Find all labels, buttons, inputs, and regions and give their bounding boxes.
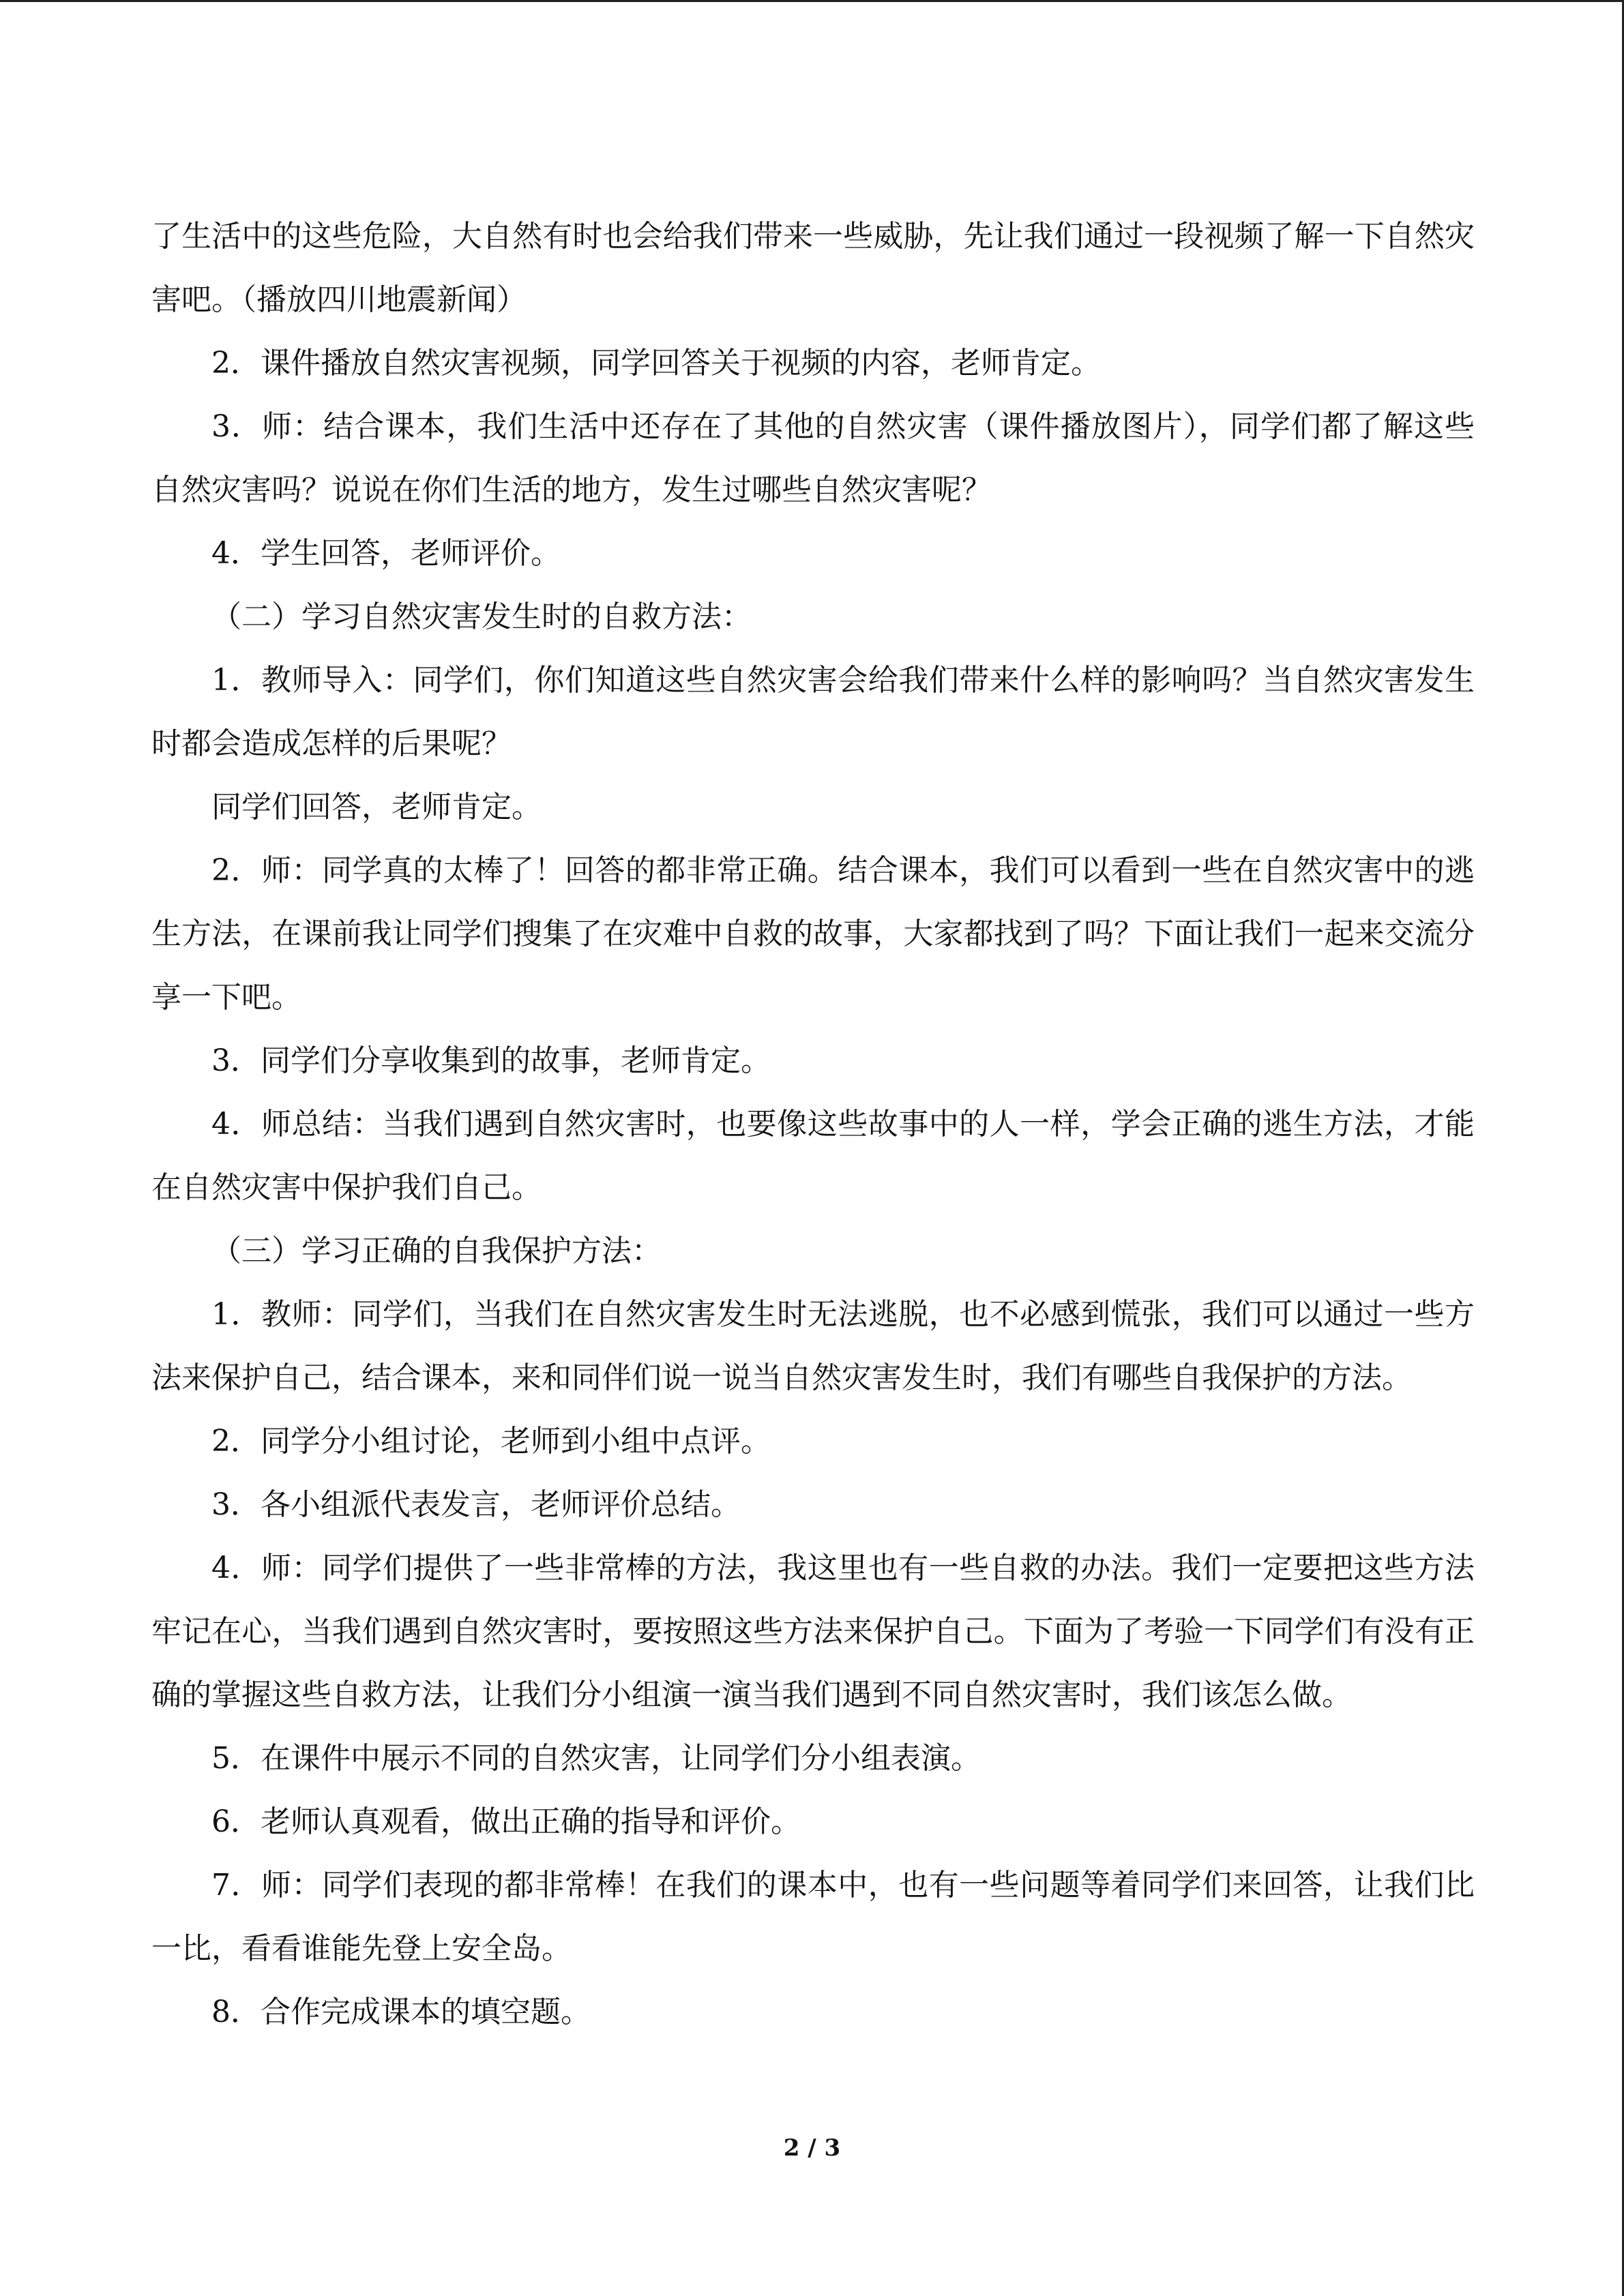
- paragraph-section3-step-4: 4．师：同学们提供了一些非常棒的方法，我这里也有一些自救的办法。我们一定要把这些方法牢记在心，当我们遇到自然灾害时，要按照这些方法来保护自己。下面为了考验一下同学们有没有正确的掌握这些自救方法，让我们分小组演一演当我们遇到不同自然灾害时，我们该怎么做。: [151, 1551, 1475, 1712]
- paragraph-section2-step-2: 2．师：同学真的太棒了！回答的都非常正确。结合课本，我们可以看到一些在自然灾害中的逃生方法，在课前我让同学们搜集了在灾难中自救的故事，大家都找到了吗？下面让我们一起来交流分享一下吧。: [151, 853, 1475, 1015]
- paragraph-step-3: 3．师：结合课本，我们生活中还存在了其他的自然灾害（课件播放图片），同学们都了解这些自然灾害吗？说说在你们生活的地方，发生过哪些自然灾害呢？: [151, 409, 1475, 507]
- page-top-border: [0, 0, 1624, 2]
- section-heading-2: （二）学习自然灾害发生时的自救方法：: [211, 599, 752, 634]
- paragraph-continuation: 了生活中的这些危险，大自然有时也会给我们带来一些威胁，先让我们通过一段视频了解一下自然灾害吧。（播放四川地震新闻）: [151, 219, 1475, 317]
- paragraph-section3-step-6: 6．老师认真观看，做出正确的指导和评价。: [211, 1804, 801, 1839]
- paragraph-section2-step-1: 1．教师导入：同学们，你们知道这些自然灾害会给我们带来什么样的影响吗？当自然灾害发生时都会造成怎样的后果呢？: [151, 663, 1475, 761]
- paragraph-step-4: 4．学生回答，老师评价。: [211, 536, 561, 571]
- paragraph-step-2: 2．课件播放自然灾害视频，同学回答关于视频的内容，老师肯定。: [211, 346, 1101, 381]
- document-body: [151, 205, 1475, 2044]
- paragraph-section3-step-7: 7．师：同学们表现的都非常棒！在我们的课本中，也有一些问题等着同学们来回答，让我们比一比，看看谁能先登上安全岛。: [151, 1868, 1475, 1966]
- paragraph-section3-step-8: 8．合作完成课本的填空题。: [211, 1995, 591, 2029]
- page-number: 2 / 3: [783, 2134, 841, 2162]
- paragraph-section3-step-1: 1．教师：同学们，当我们在自然灾害发生时无法逃脱，也不必感到慌张，我们可以通过一些方法来保护自己，结合课本，来和同伴们说一说当自然灾害发生时，我们有哪些自我保护的方法。: [151, 1297, 1475, 1395]
- paragraph-section3-step-5: 5．在课件中展示不同的自然灾害，让同学们分小组表演。: [211, 1741, 981, 1776]
- paragraph-section2-step-3: 3．同学们分享收集到的故事，老师肯定。: [211, 1043, 771, 1078]
- section-heading-3: （三）学习正确的自我保护方法：: [211, 1234, 662, 1268]
- paragraph-section2-answer: 同学们回答，老师肯定。: [211, 790, 542, 824]
- paragraph-section3-step-3: 3．各小组派代表发言，老师评价总结。: [211, 1487, 741, 1522]
- paragraph-section3-step-2: 2．同学分小组讨论，老师到小组中点评。: [211, 1424, 771, 1459]
- paragraph-section2-step-4: 4．师总结：当我们遇到自然灾害时，也要像这些故事中的人一样，学会正确的逃生方法，才能在自然灾害中保护我们自己。: [151, 1107, 1475, 1205]
